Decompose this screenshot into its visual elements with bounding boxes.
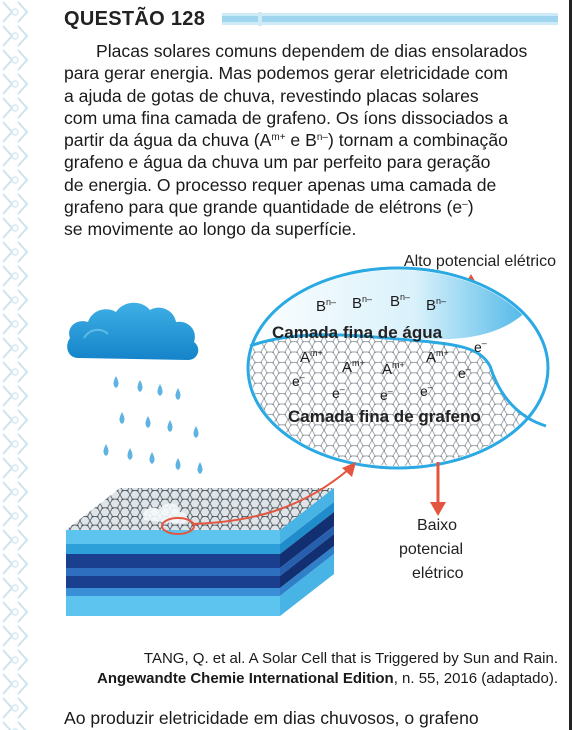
arrow-down-icon [430, 462, 446, 516]
raindrop-icon [158, 384, 163, 396]
electron-label: e– [380, 386, 393, 403]
ion-a-label: $A^{m+}$ [342, 358, 365, 376]
electron-label: e– [474, 338, 487, 355]
label-high-potential: Alto potencial elétrico [403, 253, 556, 270]
text-line: se movimente ao longo da superfície. [64, 219, 357, 240]
electron-label: e– [332, 384, 345, 401]
text-line: para gerar energia. Mas podemos gerar eletricidade com [64, 63, 508, 84]
header-divider-bar [222, 12, 558, 26]
raindrop-icon [128, 448, 133, 460]
label-low-potential-1: Baixo [417, 517, 458, 534]
question-text [64, 40, 558, 241]
question-stem: Ao produzir eletricidade em dias chuvosos, o grafeno [64, 708, 479, 728]
side-decorative-pattern [0, 0, 30, 730]
electron-label: e– [420, 382, 433, 399]
raindrop-icon [198, 462, 203, 474]
electron-label: e– [458, 364, 471, 381]
text-line: de energia. O processo requer apenas uma camada de [64, 174, 497, 195]
graphene-rain-figure [60, 248, 560, 648]
text-line: grafeno e água da chuva um par perfeito para geração [64, 152, 491, 173]
raindrop-icon [146, 416, 151, 428]
page-right-edge [564, 0, 572, 730]
solar-panel-block [66, 488, 334, 616]
raindrops [104, 376, 203, 474]
ion-b-label: $B^{n-}$ [316, 297, 337, 315]
ion-b-label: $B^{n-}$ [426, 296, 447, 314]
caption-line-2: Angewandte Chemie International Edition, n. 55, 2016 (adaptado). [97, 670, 558, 687]
ion-a-label: $A^{m+}$ [426, 348, 449, 366]
text-line: com uma fina camada de grafeno. Os íons dissociados a [64, 107, 508, 128]
ion-a-label: $A^{m+}$ [382, 360, 405, 378]
raindrop-icon [104, 444, 109, 456]
raindrop-icon [168, 420, 173, 432]
question-number: QUESTÃO 128 [64, 8, 206, 30]
electron-label: e– [292, 372, 305, 389]
ion-a-label: $A^{m+}$ [300, 348, 323, 366]
text-line: partir da água da chuva ($A^{m+}$ e $B^{n-}$) tornam a combinação [64, 130, 508, 151]
ion-b-label: $B^{n-}$ [390, 292, 411, 310]
text-line: a ajuda de gotas de chuva, revestindo placas solares [64, 85, 479, 106]
label-low-potential-3: elétrico [412, 565, 464, 582]
raindrop-icon [138, 380, 143, 392]
label-low-potential-2: potencial [399, 541, 464, 558]
text-line: Placas solares comuns dependem de dias ensolarados [96, 41, 528, 61]
cloud-icon [67, 303, 198, 360]
raindrop-icon [114, 376, 119, 388]
label-graphene-layer: Camada fina de grafeno [288, 407, 481, 426]
ion-b-label: $B^{n-}$ [352, 294, 373, 312]
raindrop-icon [150, 452, 155, 464]
question-header [64, 6, 558, 32]
label-water-layer: Camada fina de água [272, 323, 443, 342]
text-line: grafeno para que grande quantidade de elétrons (e–) [64, 197, 474, 218]
figure-caption [64, 649, 558, 689]
caption-line-1: TANG, Q. et al. A Solar Cell that is Triggered by Sun and Rain. [143, 650, 558, 667]
raindrop-icon [176, 458, 181, 470]
raindrop-icon [194, 426, 199, 438]
raindrop-icon [176, 388, 181, 400]
raindrop-icon [120, 412, 125, 424]
